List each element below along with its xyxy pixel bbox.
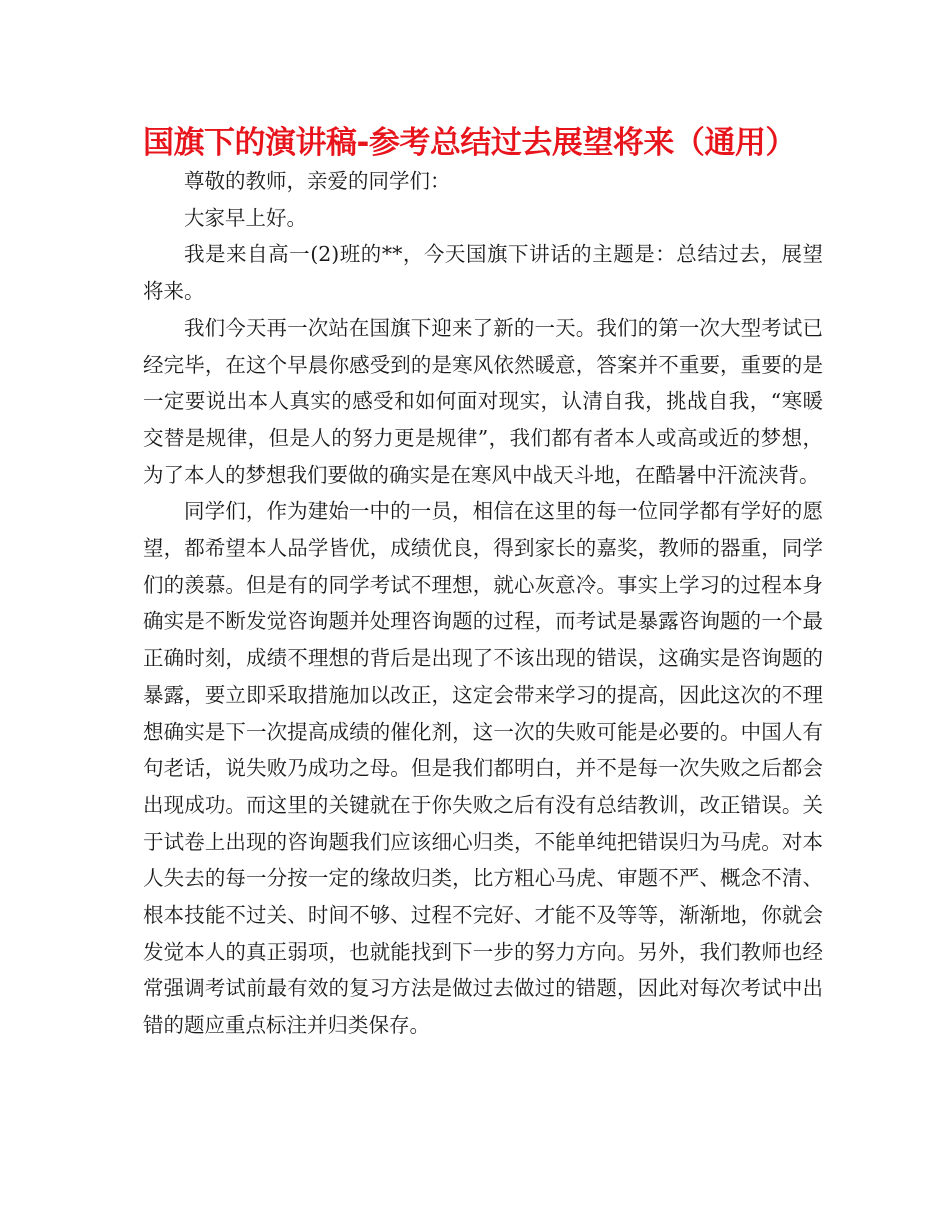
body-paragraph: 同学们，作为建始一中的一员，相信在这里的每一位同学都有学好的愿望，都希望本人品学皆优，成绩优良，得到家长的嘉奖，教师的器重，同学们的羡慕。但是有的同学考试不理想，就心灰意冷。事实上学习的过程本身确实是不断发觉咨询题并处理咨询题的过程，而考试是暴露咨询题的一个最正确时刻，成绩不理想的背后是出现了不该出现的错误，这确实是咨询题的暴露，要立即采取措施加以改正，这定会带来学习的提高，因此这次的不理想确实是下一次提高成绩的催化剂，这一次的失败可能是必要的。中国人有句老话，说失败乃成功之母。但是我们都明白，并不是每一次失败之后都会出现成功。而这里的关键就在于你失败之后有没有总结教训，改正错误。关于试卷上出现的咨询题我们应该细心归类，不能单纯把错误归为马虎。对本人失去的每一分按一定的缘故归类，比方粗心马虎、审题不严、概念不清、根本技能不过关、时间不够、过程不完好、才能不及等等，渐渐地，你就会发觉本人的真正弱项，也就能找到下一步的努力方向。另外，我们教师也经常强调考试前最有效的复习方法是做过去做过的错题，因此对每次考试中出错的题应重点标注并归类保存。 <box>143 499 823 1038</box>
salutation: 尊敬的教师，亲爱的同学们： <box>184 169 451 193</box>
document-title: 国旗下的演讲稿-参考总结过去展望将来（通用） <box>143 125 796 161</box>
introduction-paragraph: 我是来自高一(2)班的**，今天国旗下讲话的主题是：总结过去，展望将来。 <box>143 242 823 304</box>
document-body <box>143 163 823 1044</box>
body-paragraph: 我们今天再一次站在国旗下迎来了新的一天。我们的第一次大型考试已经完毕，在这个早晨你感受到的是寒风依然暖意，答案并不重要，重要的是一定要说出本人真实的感受和如何面对现实，认清自我，挑战自我，“寒暖交替是规律，但是人的努力更是规律”，我们都有者本人或高或近的梦想，为了本人的梦想我们要做的确实是在寒风中战天斗地，在酷暑中汗流浃背。 <box>143 315 823 487</box>
greeting: 大家早上好。 <box>184 205 307 230</box>
